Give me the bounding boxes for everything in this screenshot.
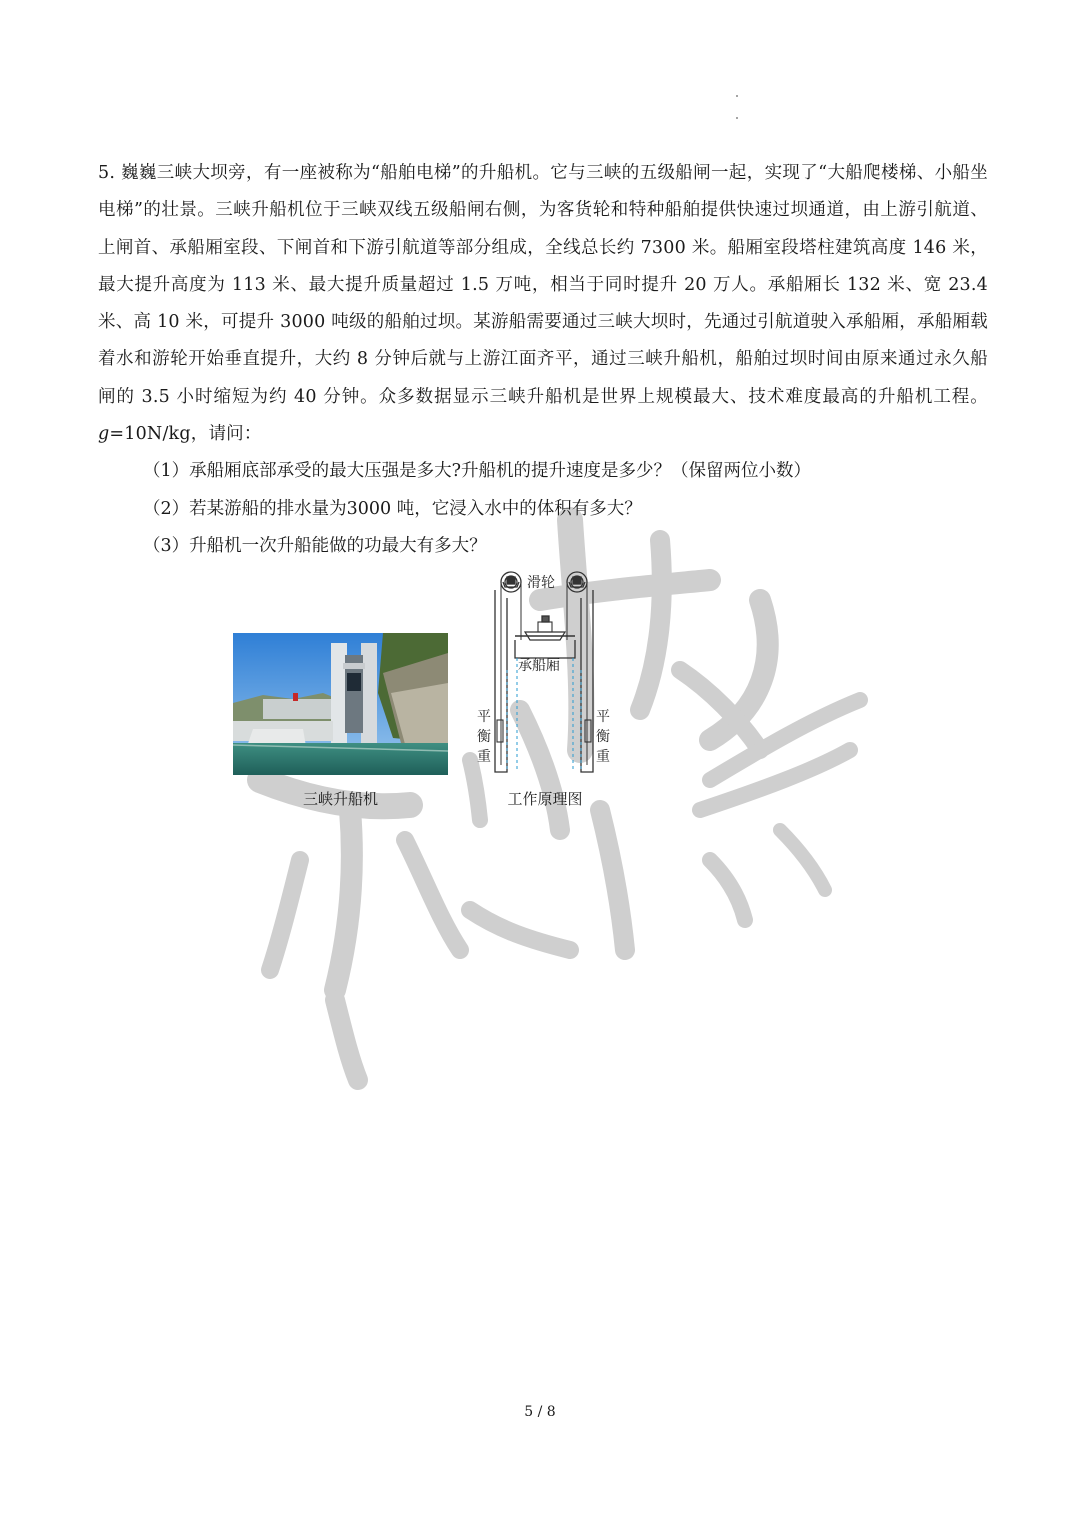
question-intro-text: 5. 巍巍三峡大坝旁，有一座被称为“船舶电梯”的升船机。它与三峡的五级船闸一起，实现了“大船爬楼梯、小船坐电梯”的壮景。三峡升船机位于三峡双线五级船闸右侧，为客货轮和特种船舶提供快速过坝通道，由上游引航道、上闸首、承船厢室段、下闸首和下游引航道等部分组成，全线总长约 7300 米。船厢室段塔柱建筑高度 146 米，最大提升高度为 113 米、最大提升质量超过 1.5 万吨，相当于同时提升 20 万人。承船厢长 132 米、宽 23.4 米、高 10 米，可提升 3000 吨级的船舶过坝。某游船需要通过三峡大坝时，先通过引航道驶入承船厢，承船厢载着水和游轮开始垂直提升，大约 8 分钟后就与上游江面齐平，通过三峡升船机，船舶过坝时间由原来通过永久船闸的 3.5 小时缩短为约 40 分钟。众多数据显示三峡升船机是世界上规模最大、技术难度最高的升船机工程。 [98,163,988,407]
counterweight-left-char-1: 平 [477,709,491,725]
sub-question-2: （2）若某游船的排水量为3000 吨，它浸入水中的体积有多大？ [143,498,642,519]
sub-question-3: （3）升船机一次升船能做的功最大有多大？ [143,535,487,556]
right-counterweight [585,720,591,742]
diagram-caption: 工作原理图 [507,790,583,808]
sub-question-list [98,453,988,565]
counterweight-left-char-2: 衡 [477,729,491,745]
figure-area [0,570,1080,830]
ship-lift-diagram [470,570,620,785]
page-number: 5 / 8 [524,1404,556,1420]
counterweight-left-char-3: 重 [477,749,491,765]
sub-question-1: （1）承船厢底部承受的最大压强是多大?升船机的提升速度是多少？（保留两位小数） [143,461,812,482]
pulley-label: 滑轮 [527,575,555,591]
counterweight-right-char-3: 重 [596,749,610,765]
question-block [98,155,988,565]
scan-dot [736,117,738,119]
counterweight-right-char-1: 平 [596,709,610,725]
ship-lift-photo [233,633,448,775]
question-intro [98,155,988,453]
gravity-symbol: g [98,424,110,445]
chamber-box [515,640,575,658]
scan-dot [736,95,738,97]
counterweight-right-char-2: 衡 [596,729,610,745]
chamber-label: 承船厢 [518,658,560,674]
photo-caption: 三峡升船机 [302,790,378,808]
left-counterweight [497,720,503,742]
gravity-value: =10N/kg，请问： [109,424,262,445]
